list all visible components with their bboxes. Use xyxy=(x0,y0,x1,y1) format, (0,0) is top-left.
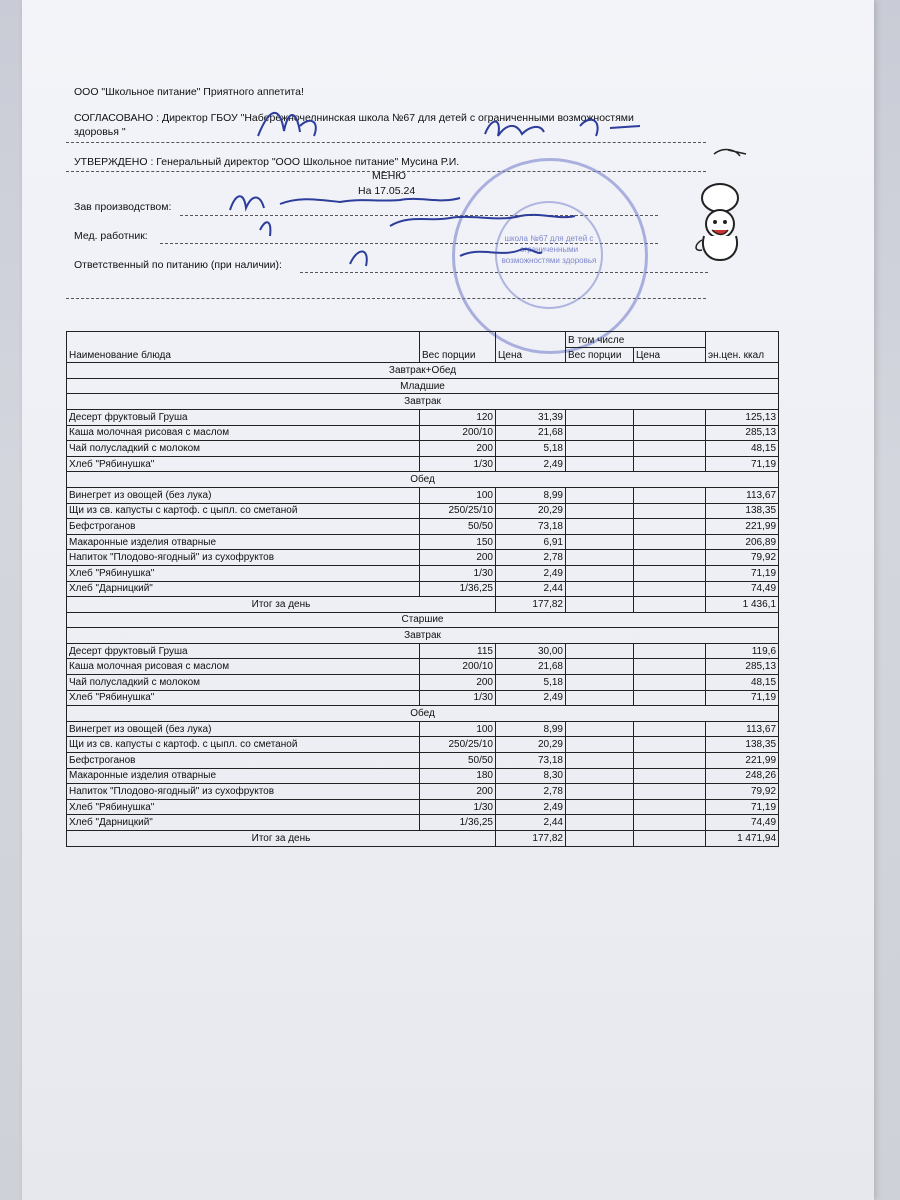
dish-kcal: 74,49 xyxy=(706,581,779,597)
dish-row xyxy=(67,784,779,800)
dish-name: Хлеб "Дарницкий" xyxy=(67,581,420,597)
sub-price xyxy=(634,675,706,691)
section-junior: Младшие xyxy=(67,378,779,394)
dish-name: Хлеб "Рябинушка" xyxy=(67,456,420,472)
dish-price: 2,78 xyxy=(496,550,566,566)
dish-price: 2,78 xyxy=(496,784,566,800)
sub-price xyxy=(634,815,706,831)
dish-kcal: 79,92 xyxy=(706,784,779,800)
dish-price: 20,29 xyxy=(496,503,566,519)
sub-price xyxy=(634,565,706,581)
dish-row xyxy=(67,456,779,472)
dish-weight: 1/30 xyxy=(420,799,496,815)
dish-row xyxy=(67,737,779,753)
dish-name: Винегрет из овощей (без лука) xyxy=(67,721,420,737)
dish-price: 31,39 xyxy=(496,409,566,425)
dish-row xyxy=(67,799,779,815)
dish-kcal: 125,13 xyxy=(706,409,779,425)
dish-name: Напиток "Плодово-ягодный" из сухофруктов xyxy=(67,784,420,800)
dish-weight: 120 xyxy=(420,409,496,425)
dish-row xyxy=(67,565,779,581)
responsible-label: Ответственный по питанию (при наличии): xyxy=(74,259,282,271)
total-kcal: 1 471,94 xyxy=(706,831,779,847)
sub-price xyxy=(634,753,706,769)
dish-price: 73,18 xyxy=(496,753,566,769)
dish-price: 21,68 xyxy=(496,659,566,675)
dish-row xyxy=(67,441,779,457)
agreed-line-2: здоровья " xyxy=(74,126,126,138)
sub-price xyxy=(634,441,706,457)
sub-weight xyxy=(566,799,634,815)
dish-kcal: 71,19 xyxy=(706,690,779,706)
dish-row xyxy=(67,409,779,425)
sub-weight xyxy=(566,737,634,753)
sub-price xyxy=(634,690,706,706)
sub-price xyxy=(634,659,706,675)
section-senior: Старшие xyxy=(67,612,779,628)
total-label: Итог за день xyxy=(67,597,496,613)
sub-weight xyxy=(566,550,634,566)
dish-price: 2,49 xyxy=(496,456,566,472)
dish-kcal: 221,99 xyxy=(706,753,779,769)
dish-price: 20,29 xyxy=(496,737,566,753)
staff-signatures xyxy=(220,186,580,276)
sub-price xyxy=(634,643,706,659)
total-price: 177,82 xyxy=(496,597,566,613)
dish-name: Чай полусладкий с молоком xyxy=(67,441,420,457)
sub-price xyxy=(634,409,706,425)
section-row xyxy=(67,706,779,722)
chef-mascot-logo xyxy=(684,140,754,270)
sub-weight xyxy=(566,534,634,550)
sub-price xyxy=(634,768,706,784)
dish-name: Каша молочная рисовая с маслом xyxy=(67,659,420,675)
dish-row xyxy=(67,815,779,831)
senior-lunch-rows xyxy=(67,721,779,830)
dish-price: 2,44 xyxy=(496,815,566,831)
dish-kcal: 74,49 xyxy=(706,815,779,831)
sub-weight xyxy=(566,768,634,784)
dish-row xyxy=(67,519,779,535)
dish-price: 30,00 xyxy=(496,643,566,659)
sub-weight xyxy=(566,721,634,737)
section-breakfast: Завтрак xyxy=(67,394,779,410)
sub-weight xyxy=(566,441,634,457)
col-name: Наименование блюда xyxy=(67,332,420,363)
medical-label: Мед. работник: xyxy=(74,230,148,242)
section-lunch: Обед xyxy=(67,706,779,722)
dish-name: Напиток "Плодово-ягодный" из сухофруктов xyxy=(67,550,420,566)
sub-price xyxy=(634,487,706,503)
dish-name: Щи из св. капусты с картоф. с цыпл. со сметаной xyxy=(67,737,420,753)
dish-weight: 200/10 xyxy=(420,425,496,441)
sub-weight xyxy=(566,503,634,519)
dish-kcal: 119,6 xyxy=(706,643,779,659)
dish-weight: 200/10 xyxy=(420,659,496,675)
section-main: Завтрак+Обед xyxy=(67,363,779,379)
sub-weight xyxy=(566,675,634,691)
senior-breakfast-rows xyxy=(67,643,779,705)
dish-price: 8,99 xyxy=(496,487,566,503)
dish-name: Бефстроганов xyxy=(67,753,420,769)
dish-price: 73,18 xyxy=(496,519,566,535)
empty-cell xyxy=(634,831,706,847)
dish-price: 5,18 xyxy=(496,675,566,691)
dish-kcal: 71,19 xyxy=(706,565,779,581)
dish-row xyxy=(67,659,779,675)
dish-weight: 100 xyxy=(420,487,496,503)
dish-name: Хлеб "Рябинушка" xyxy=(67,799,420,815)
col-price: Цена xyxy=(496,332,566,363)
dish-price: 8,99 xyxy=(496,721,566,737)
dish-weight: 200 xyxy=(420,441,496,457)
section-row xyxy=(67,394,779,410)
dish-name: Чай полусладкий с молоком xyxy=(67,675,420,691)
total-kcal: 1 436,1 xyxy=(706,597,779,613)
dish-weight: 1/30 xyxy=(420,565,496,581)
approved-line: УТВЕРЖДЕНО : Генеральный директор "ООО Школьное питание" Мусина Р.И. xyxy=(74,156,460,168)
dish-price: 5,18 xyxy=(496,441,566,457)
sub-weight xyxy=(566,565,634,581)
section-row xyxy=(67,363,779,379)
empty-cell xyxy=(566,597,634,613)
dish-row xyxy=(67,690,779,706)
dish-name: Хлеб "Рябинушка" xyxy=(67,690,420,706)
dish-kcal: 248,26 xyxy=(706,768,779,784)
dish-row xyxy=(67,721,779,737)
total-price: 177,82 xyxy=(496,831,566,847)
sub-weight xyxy=(566,659,634,675)
sub-price xyxy=(634,519,706,535)
total-row xyxy=(67,597,779,613)
sub-weight xyxy=(566,409,634,425)
sub-weight xyxy=(566,753,634,769)
dish-row xyxy=(67,768,779,784)
dish-weight: 115 xyxy=(420,643,496,659)
sub-price xyxy=(634,456,706,472)
dish-price: 21,68 xyxy=(496,425,566,441)
dish-weight: 1/36,25 xyxy=(420,581,496,597)
dish-weight: 1/36,25 xyxy=(420,815,496,831)
dish-name: Хлеб "Дарницкий" xyxy=(67,815,420,831)
sub-price xyxy=(634,799,706,815)
dish-row xyxy=(67,643,779,659)
sub-price xyxy=(634,737,706,753)
sub-weight xyxy=(566,519,634,535)
sub-weight xyxy=(566,425,634,441)
menu-title: МЕНЮ xyxy=(372,170,406,182)
junior-breakfast-rows xyxy=(67,409,779,471)
sub-price xyxy=(634,581,706,597)
dish-kcal: 79,92 xyxy=(706,550,779,566)
header-row xyxy=(67,332,779,348)
sub-price xyxy=(634,721,706,737)
dish-row xyxy=(67,425,779,441)
dish-name: Десерт фруктовый Груша xyxy=(67,409,420,425)
dish-row xyxy=(67,753,779,769)
dish-weight: 50/50 xyxy=(420,753,496,769)
dish-name: Щи из св. капусты с картоф. с цыпл. со сметаной xyxy=(67,503,420,519)
col-sub-price: Цена xyxy=(634,347,706,363)
dish-name: Каша молочная рисовая с маслом xyxy=(67,425,420,441)
dish-row xyxy=(67,487,779,503)
total-label: Итог за день xyxy=(67,831,496,847)
dish-name: Макаронные изделия отварные xyxy=(67,534,420,550)
col-including: В том числе xyxy=(566,332,706,348)
section-row xyxy=(67,472,779,488)
dish-name: Бефстроганов xyxy=(67,519,420,535)
dish-weight: 250/25/10 xyxy=(420,737,496,753)
sub-weight xyxy=(566,581,634,597)
company-line: ООО "Школьное питание" Приятного аппетита! xyxy=(74,86,304,98)
dish-weight: 180 xyxy=(420,768,496,784)
sub-weight xyxy=(566,784,634,800)
dish-kcal: 285,13 xyxy=(706,659,779,675)
stamp-text: школа №67 для детей с ограниченными возможностями здоровья xyxy=(501,234,597,265)
dish-price: 2,49 xyxy=(496,799,566,815)
empty-cell xyxy=(634,597,706,613)
dish-weight: 200 xyxy=(420,550,496,566)
dish-kcal: 113,67 xyxy=(706,721,779,737)
dish-weight: 200 xyxy=(420,675,496,691)
menu-table xyxy=(66,331,779,847)
total-row xyxy=(67,831,779,847)
dish-kcal: 138,35 xyxy=(706,503,779,519)
dish-price: 8,30 xyxy=(496,768,566,784)
dish-price: 2,49 xyxy=(496,565,566,581)
sub-price xyxy=(634,784,706,800)
dish-row xyxy=(67,503,779,519)
section-row xyxy=(67,628,779,644)
dish-weight: 200 xyxy=(420,784,496,800)
dish-weight: 50/50 xyxy=(420,519,496,535)
dish-price: 6,91 xyxy=(496,534,566,550)
dish-row xyxy=(67,550,779,566)
dish-weight: 1/30 xyxy=(420,690,496,706)
dish-kcal: 113,67 xyxy=(706,487,779,503)
agreed-line: СОГЛАСОВАНО : Директор ГБОУ "Набережночелнинская школа №67 для детей с ограниченными возможностями xyxy=(74,112,634,124)
sub-price xyxy=(634,550,706,566)
sub-weight xyxy=(566,690,634,706)
empty-cell xyxy=(566,831,634,847)
dish-price: 2,44 xyxy=(496,581,566,597)
sub-price xyxy=(634,534,706,550)
sub-weight xyxy=(566,643,634,659)
col-weight: Вес порции xyxy=(420,332,496,363)
director-signature xyxy=(240,96,660,156)
col-energy: эн.цен. ккал xyxy=(706,332,779,363)
section-breakfast: Завтрак xyxy=(67,628,779,644)
dish-weight: 100 xyxy=(420,721,496,737)
dish-kcal: 138,35 xyxy=(706,737,779,753)
dish-kcal: 71,19 xyxy=(706,456,779,472)
dish-kcal: 48,15 xyxy=(706,441,779,457)
dish-weight: 250/25/10 xyxy=(420,503,496,519)
section-row xyxy=(67,378,779,394)
sub-weight xyxy=(566,456,634,472)
col-sub-weight: Вес порции xyxy=(566,347,634,363)
dish-weight: 150 xyxy=(420,534,496,550)
dish-kcal: 285,13 xyxy=(706,425,779,441)
sub-price xyxy=(634,425,706,441)
section-lunch: Обед xyxy=(67,472,779,488)
sub-weight xyxy=(566,815,634,831)
sub-price xyxy=(634,503,706,519)
dish-kcal: 48,15 xyxy=(706,675,779,691)
production-label: Зав производством: xyxy=(74,201,172,213)
dish-row xyxy=(67,675,779,691)
section-row xyxy=(67,612,779,628)
dish-name: Винегрет из овощей (без лука) xyxy=(67,487,420,503)
dish-kcal: 206,89 xyxy=(706,534,779,550)
dish-name: Макаронные изделия отварные xyxy=(67,768,420,784)
junior-lunch-rows xyxy=(67,487,779,596)
sub-weight xyxy=(566,487,634,503)
dish-name: Хлеб "Рябинушка" xyxy=(67,565,420,581)
dish-name: Десерт фруктовый Груша xyxy=(67,643,420,659)
dish-kcal: 221,99 xyxy=(706,519,779,535)
menu-date: На 17.05.24 xyxy=(358,185,416,197)
dish-price: 2,49 xyxy=(496,690,566,706)
dish-row xyxy=(67,581,779,597)
dish-kcal: 71,19 xyxy=(706,799,779,815)
dish-row xyxy=(67,534,779,550)
dish-weight: 1/30 xyxy=(420,456,496,472)
